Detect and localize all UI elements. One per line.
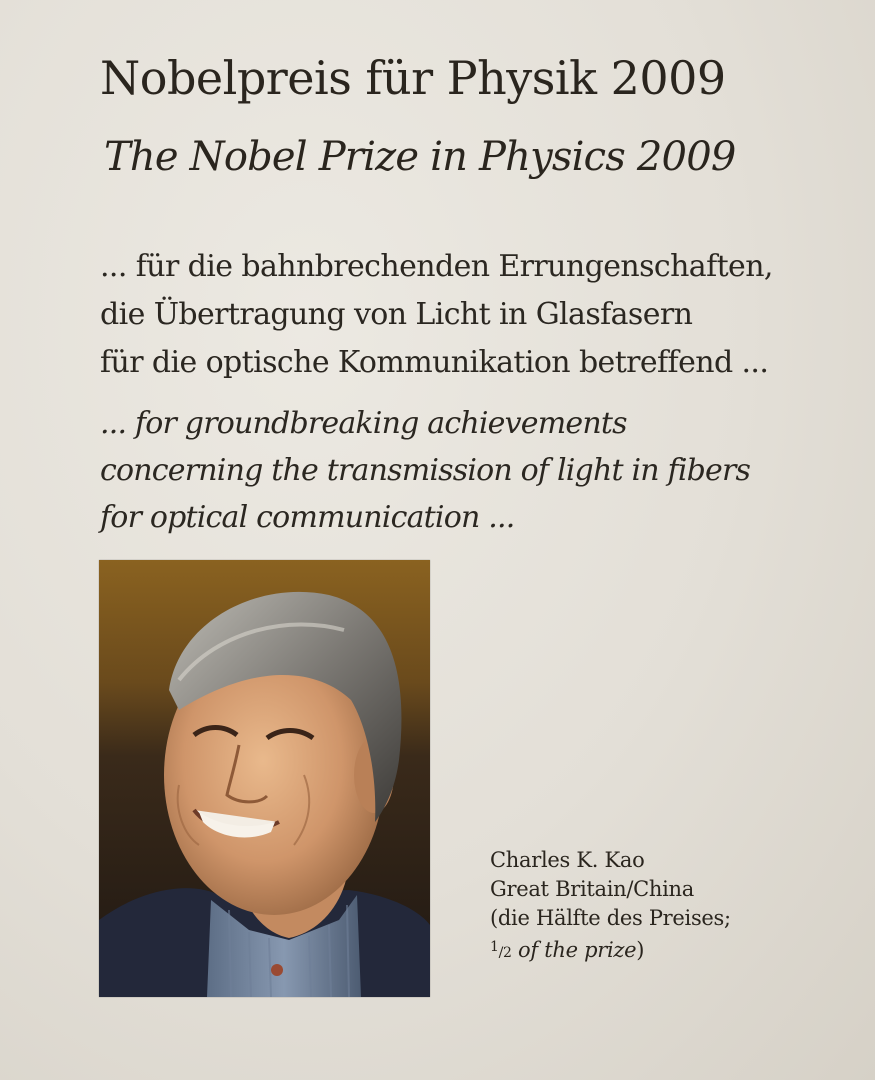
laureate-share-english-line <box>490 933 830 968</box>
citation-german-line: die Übertragung von Licht in Glasfasern <box>100 297 693 332</box>
fraction-slash: / <box>498 945 504 961</box>
citation-english-line: for optical communication ... <box>100 500 515 535</box>
laureate-country: Great Britain/China <box>490 877 694 901</box>
citation-english <box>100 400 840 541</box>
citation-german <box>100 243 840 387</box>
share-close-paren: ) <box>636 938 645 962</box>
laureate-name: Charles K. Kao <box>490 848 645 872</box>
title-german: Nobelpreis für Physik 2009 <box>100 51 726 105</box>
citation-german-line: ... für die bahnbrechenden Errungenschaften, <box>100 249 773 284</box>
citation-english-line: concerning the transmission of light in fibers <box>100 453 751 488</box>
fraction-denominator: 2 <box>503 945 512 961</box>
laureate-portrait <box>99 560 430 997</box>
fraction-numerator: 1 <box>490 939 499 955</box>
laureate-share-english: of the prize <box>518 938 637 962</box>
laureate-share-german: (die Hälfte des Preises; <box>490 906 731 930</box>
citation-english-line: ... for groundbreaking achievements <box>100 406 627 441</box>
laureate-caption <box>490 846 830 968</box>
title-english: The Nobel Prize in Physics 2009 <box>104 134 736 180</box>
citation-german-line: für die optische Kommunikation betreffend ... <box>100 345 769 380</box>
